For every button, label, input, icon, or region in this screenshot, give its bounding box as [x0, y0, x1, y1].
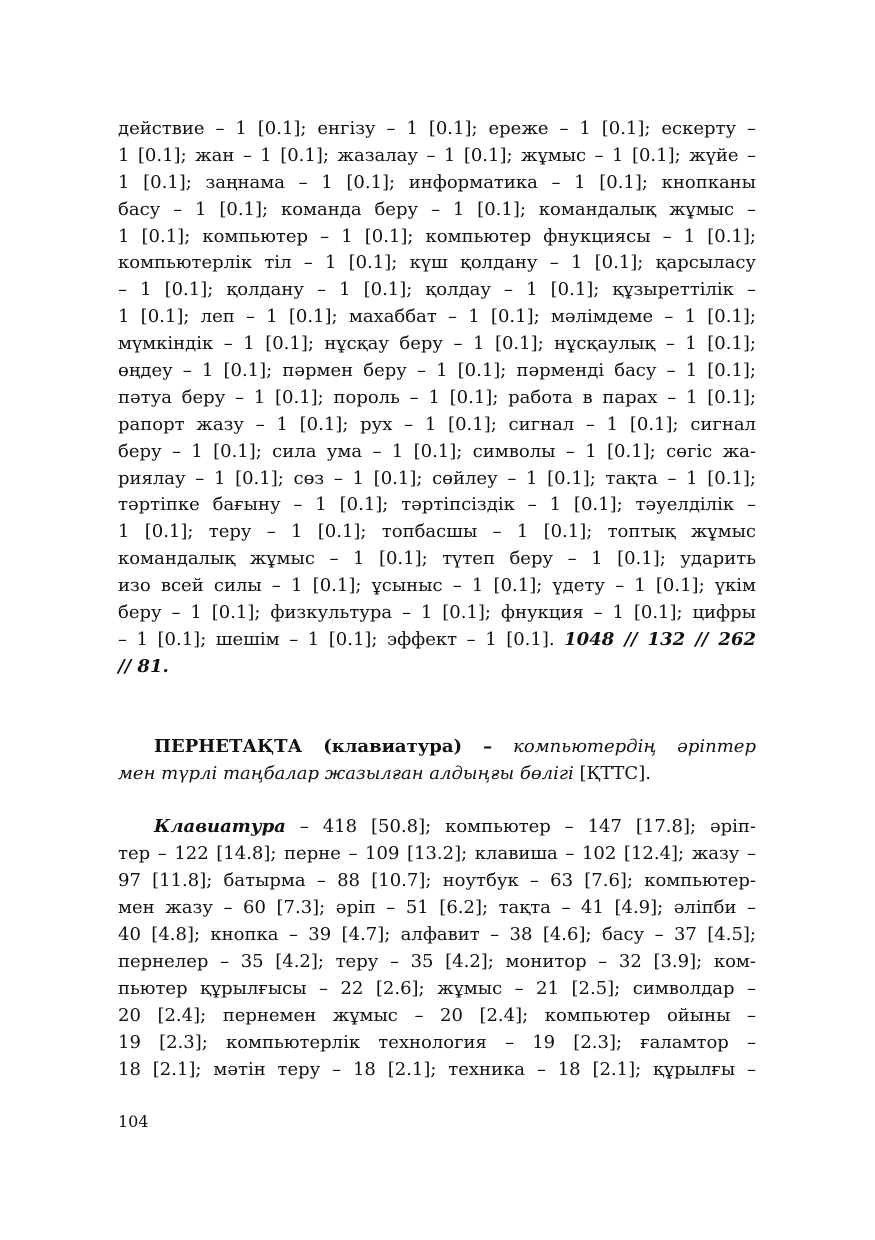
- entry-gloss: (клавиатура): [323, 735, 463, 757]
- text-line: [118, 814, 756, 841]
- text-line: өңдеу – 1 [0.1]; пәрмен беру – 1 [0.1]; пәрменді басу – 1 [0.1];: [118, 360, 756, 382]
- response-statistics: 1048 // 132 // 262: [564, 628, 757, 650]
- text-line: басу – 1 [0.1]; команда беру – 1 [0.1]; командалық жұмыс –: [118, 198, 756, 220]
- entry-dash: –: [483, 735, 493, 757]
- text-line: пәтуа беру – 1 [0.1]; пороль – 1 [0.1]; работа в парах – 1 [0.1];: [118, 386, 756, 408]
- text-line: – 1 [0.1]; қолдану – 1 [0.1]; қолдау – 1 [0.1]; құзыреттілік –: [118, 279, 756, 301]
- text-line: изо всей силы – 1 [0.1]; ұсыныс – 1 [0.1]; үдету – 1 [0.1]; үкім: [118, 575, 756, 597]
- text-line: 1 [0.1]; заңнама – 1 [0.1]; информатика – 1 [0.1]; кнопканы: [118, 171, 756, 193]
- text-line: беру – 1 [0.1]; сила ума – 1 [0.1]; символы – 1 [0.1]; сөгіс жа-: [118, 440, 756, 462]
- text-line: риялау – 1 [0.1]; сөз – 1 [0.1]; сөйлеу – 1 [0.1]; тақта – 1 [0.1];: [118, 467, 756, 489]
- entry-definition: компьютердің әріптер: [513, 735, 756, 757]
- text-line: тәртіпке бағыну – 1 [0.1]; тәртіпсіздік – 1 [0.1]; тәуелділік –: [118, 494, 756, 516]
- text-fragment: – 1 [0.1]; шешім – 1 [0.1]; эффект – 1 [0.1].: [118, 628, 565, 650]
- text-line: 18 [2.1]; мәтін теру – 18 [2.1]; техника – 18 [2.1]; құрылғы –: [118, 1058, 756, 1080]
- paragraph-spacer: [118, 681, 756, 734]
- text-line: 1 [0.1]; теру – 1 [0.1]; топбасшы – 1 [0.1]; топтық жұмыс: [118, 521, 756, 543]
- text-line: 1 [0.1]; жан – 1 [0.1]; жазалау – 1 [0.1]; жұмыс – 1 [0.1]; жүйе –: [118, 144, 756, 166]
- text-line: [118, 761, 756, 788]
- text-line: [118, 734, 756, 761]
- text-line: [118, 654, 756, 681]
- page-body: [118, 116, 756, 1083]
- text-line: командалық жұмыс – 1 [0.1]; түтеп беру – 1 [0.1]; ударить: [118, 548, 756, 570]
- text-line: [118, 627, 756, 654]
- dictionary-entry: [118, 734, 756, 788]
- text-line: пернелер – 35 [4.2]; теру – 35 [4.2]; монитор – 32 [3.9]; ком-: [118, 950, 756, 972]
- text-line: мен жазу – 60 [7.3]; әріп – 51 [6.2]; тақта – 41 [4.9]; әліпби –: [118, 897, 756, 919]
- text-line: рапорт жазу – 1 [0.1]; рух – 1 [0.1]; сигнал – 1 [0.1]; сигнал: [118, 413, 756, 435]
- text-line: 20 [2.4]; пернемен жұмыс – 20 [2.4]; компьютер ойыны –: [118, 1004, 756, 1026]
- text-line: 1 [0.1]; компьютер – 1 [0.1]; компьютер фнукциясы – 1 [0.1];: [118, 225, 756, 247]
- page-number: 104: [118, 1112, 149, 1131]
- associations-paragraph: [118, 116, 756, 681]
- entry-headword: ПЕРНЕТАҚТА: [154, 735, 303, 757]
- text-line: тер – 122 [14.8]; перне – 109 [13.2]; клавиша – 102 [12.4]; жазу –: [118, 843, 756, 865]
- entry-definition-continued: мен түрлі таңбалар жазылған алдыңғы бөлігі: [118, 762, 574, 784]
- text-line: мүмкіндік – 1 [0.1]; нұсқау беру – 1 [0.1]; нұсқаулық – 1 [0.1];: [118, 333, 756, 355]
- text-line: беру – 1 [0.1]; физкультура – 1 [0.1]; фнукция – 1 [0.1]; цифры: [118, 602, 756, 624]
- text-line: 1 [0.1]; леп – 1 [0.1]; махаббат – 1 [0.1]; мәлімдеме – 1 [0.1];: [118, 306, 756, 328]
- text-line: компьютерлік тіл – 1 [0.1]; күш қолдану – 1 [0.1]; қарсыласу: [118, 252, 756, 274]
- response-statistics-continued: // 81.: [118, 655, 169, 677]
- text-line: 40 [4.8]; кнопка – 39 [4.7]; алфавит – 38 [4.6]; басу – 37 [4.5];: [118, 924, 756, 946]
- keyboard-associations-paragraph: [118, 814, 756, 1083]
- text-line: 19 [2.3]; компьютерлік технология – 19 [2.3]; ғаламтор –: [118, 1031, 756, 1053]
- text-line: 97 [11.8]; батырма – 88 [10.7]; ноутбук – 63 [7.6]; компьютер-: [118, 870, 756, 892]
- text-line: пьютер құрылғысы – 22 [2.6]; жұмыс – 21 [2.5]; символдар –: [118, 977, 756, 999]
- text-fragment: – 418 [50.8]; компьютер – 147 [17.8]; әріп-: [285, 816, 756, 838]
- text-line: действие – 1 [0.1]; енгізу – 1 [0.1]; ереже – 1 [0.1]; ескерту –: [118, 118, 756, 139]
- lead-word: Клавиатура: [154, 816, 286, 838]
- paragraph-spacer: [118, 787, 756, 814]
- entry-source: [ҚТТС].: [579, 762, 651, 784]
